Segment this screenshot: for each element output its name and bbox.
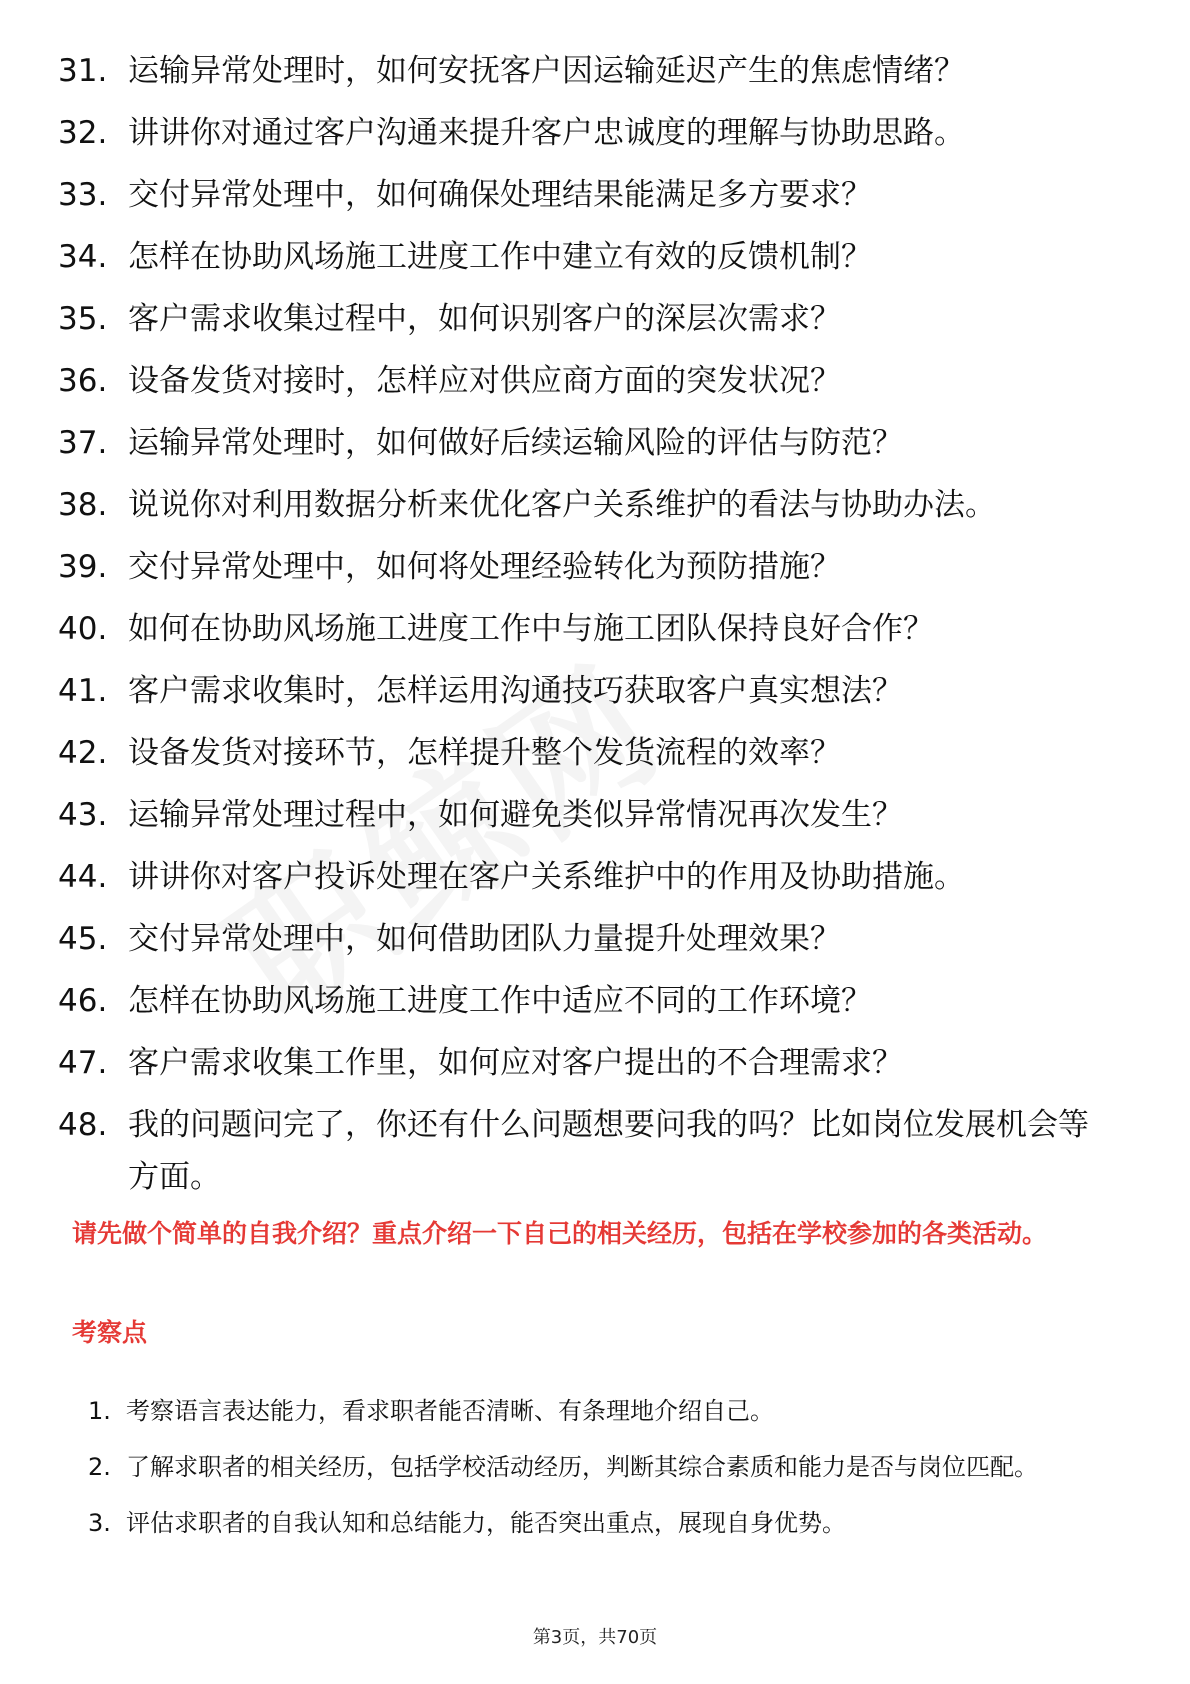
question-text: 运输异常处理时，如何安抚客户因运输延迟产生的焦虑情绪？ [128, 53, 965, 89]
question-text: 客户需求收集工作里，如何应对客户提出的不合理需求？ [128, 1045, 903, 1081]
question-text: 运输异常处理时，如何做好后续运输风险的评估与防范？ [128, 425, 903, 461]
question-number: 42. [58, 735, 108, 771]
assessment-points-heading: 考察点 [72, 1318, 148, 1347]
question-item [0, 851, 1190, 903]
assessment-point [0, 1495, 1190, 1551]
question-item [0, 665, 1190, 717]
question-item [0, 417, 1190, 469]
question-item [0, 479, 1190, 531]
question-text: 我的问题问完了，你还有什么问题想要问我的吗？比如岗位发展机会等方面。 [128, 1107, 1089, 1195]
assessment-point-number: 1. [88, 1397, 111, 1425]
question-number: 39. [58, 549, 108, 585]
assessment-point-text: 考察语言表达能力，看求职者能否清晰、有条理地介绍自己。 [126, 1397, 774, 1425]
question-number: 44. [58, 859, 108, 895]
question-item [0, 913, 1190, 965]
question-text: 运输异常处理过程中，如何避免类似异常情况再次发生？ [128, 797, 903, 833]
question-number: 43. [58, 797, 108, 833]
question-text: 交付异常处理中，如何将处理经验转化为预防措施？ [128, 549, 841, 585]
self-introduction-question: 请先做个简单的自我介绍？重点介绍一下自己的相关经历，包括在学校参加的各类活动。 [72, 1219, 1048, 1248]
assessment-point [0, 1383, 1190, 1439]
question-item [0, 45, 1190, 97]
question-item [0, 603, 1190, 655]
page-footer: 第3页，共70页 [532, 1627, 658, 1648]
question-text: 说说你对利用数据分析来优化客户关系维护的看法与协助办法。 [128, 487, 996, 523]
question-number: 38. [58, 487, 108, 523]
question-number: 37. [58, 425, 108, 461]
question-item [0, 727, 1190, 779]
question-text: 讲讲你对客户投诉处理在客户关系维护中的作用及协助措施。 [128, 859, 965, 895]
question-text: 讲讲你对通过客户沟通来提升客户忠诚度的理解与协助思路。 [128, 115, 965, 151]
question-item [0, 169, 1190, 221]
question-number: 31. [58, 53, 108, 89]
question-number: 32. [58, 115, 108, 151]
question-item [0, 541, 1190, 593]
question-item [0, 1037, 1190, 1089]
question-number: 36. [58, 363, 108, 399]
question-number: 33. [58, 177, 108, 213]
question-item [0, 1099, 1190, 1203]
assessment-point-number: 2. [88, 1453, 111, 1481]
question-number: 41. [58, 673, 108, 709]
question-item [0, 355, 1190, 407]
question-number: 48. [58, 1107, 108, 1143]
assessment-point-number: 3. [88, 1509, 111, 1537]
assessment-point-text: 评估求职者的自我认知和总结能力，能否突出重点，展现自身优势。 [126, 1509, 846, 1537]
question-number: 40. [58, 611, 108, 647]
question-text: 怎样在协助风场施工进度工作中适应不同的工作环境？ [128, 983, 872, 1019]
question-text: 怎样在协助风场施工进度工作中建立有效的反馈机制？ [128, 239, 872, 275]
assessment-points-list [0, 1383, 1190, 1551]
question-text: 设备发货对接环节，怎样提升整个发货流程的效率？ [128, 735, 841, 771]
question-item [0, 975, 1190, 1027]
question-list [0, 45, 1190, 1213]
question-number: 35. [58, 301, 108, 337]
question-item [0, 293, 1190, 345]
question-item [0, 789, 1190, 841]
assessment-point [0, 1439, 1190, 1495]
question-text: 客户需求收集过程中，如何识别客户的深层次需求？ [128, 301, 841, 337]
question-number: 45. [58, 921, 108, 957]
question-text: 客户需求收集时，怎样运用沟通技巧获取客户真实想法？ [128, 673, 903, 709]
question-text: 交付异常处理中，如何确保处理结果能满足多方要求？ [128, 177, 872, 213]
question-number: 46. [58, 983, 108, 1019]
question-text: 设备发货对接时，怎样应对供应商方面的突发状况？ [128, 363, 841, 399]
question-item [0, 231, 1190, 283]
question-item [0, 107, 1190, 159]
question-number: 34. [58, 239, 108, 275]
question-text: 交付异常处理中，如何借助团队力量提升处理效果？ [128, 921, 841, 957]
question-text: 如何在协助风场施工进度工作中与施工团队保持良好合作？ [128, 611, 934, 647]
assessment-point-text: 了解求职者的相关经历，包括学校活动经历，判断其综合素质和能力是否与岗位匹配。 [126, 1453, 1038, 1481]
question-number: 47. [58, 1045, 108, 1081]
